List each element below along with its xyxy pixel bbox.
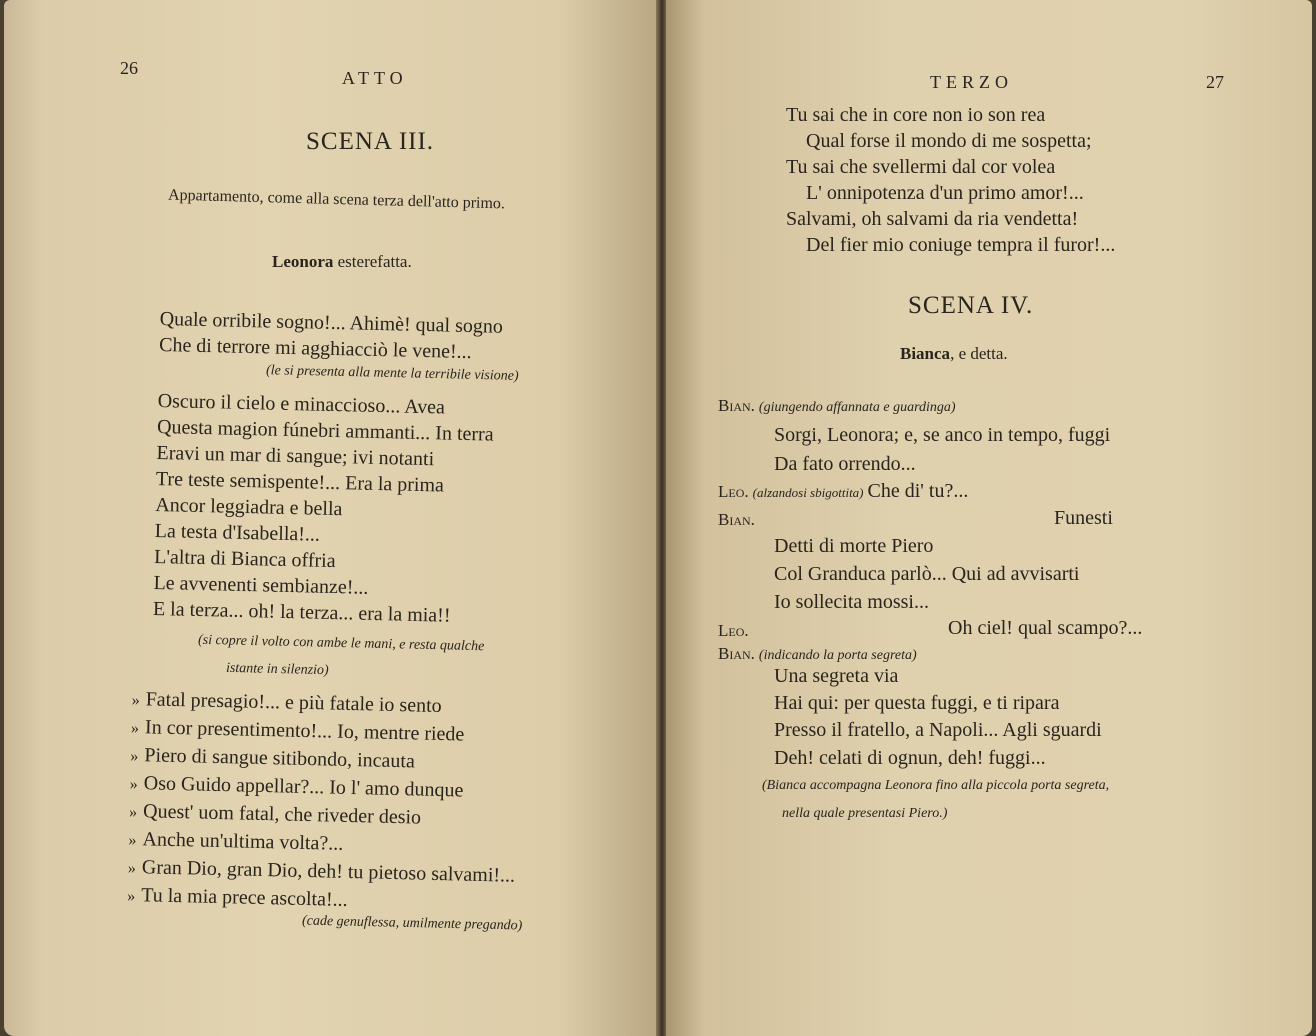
verse-block-right: [786, 102, 1115, 258]
dialogue-line: Sorgi, Leonora; e, se anco in tempo, fuggi: [774, 424, 1111, 446]
verse-block-a: [159, 306, 503, 366]
stage-direction: (indicando la porta segreta): [758, 648, 917, 663]
verse-line: Le avvenenti sembianze!...: [153, 571, 369, 599]
quote-mark: »: [130, 747, 139, 766]
stage-direction-2: (si copre il volto con ambe le mani, e resta qualche: [197, 632, 485, 655]
quote-mark: »: [131, 691, 140, 710]
stage-direction: (alzandosi sbigottita): [752, 485, 864, 500]
speaker-label: Bian.: [718, 510, 755, 529]
verse-line: E la terza... oh! la terza... era la mia!!: [152, 597, 451, 627]
stage-direction-end: (Bianca accompagna Leonora fino alla piccola porta segreta,: [762, 778, 1110, 793]
quote-mark: »: [128, 831, 137, 850]
verse-block-b: [153, 388, 495, 630]
verse-line: » Gran Dio, gran Dio, deh! tu pietoso salvami!...: [127, 856, 516, 887]
speaker-label: Bian.: [718, 396, 755, 415]
dialogue-line: Oh ciel! qual scampo?...: [948, 617, 1143, 639]
verse-line: Qual forse il mondo di me sospetta;: [806, 130, 1092, 152]
character-name: Leonora: [272, 252, 334, 271]
verse-line: Quale orribile sogno!... Ahimè! qual sogno: [159, 307, 504, 338]
speaker-label: Bian.: [718, 644, 755, 663]
running-header-right: TERZO: [930, 72, 1013, 92]
dialogue-line: Col Granduca parlò... Qui ad avvisarti: [774, 563, 1080, 585]
character-line-left: [272, 252, 412, 272]
quote-mark: »: [129, 775, 138, 794]
verse-line: Che di terrore mi agghiacciò le vene!...: [158, 333, 472, 364]
running-header-left: ATTO: [342, 68, 408, 88]
character-state: esterefatta.: [337, 252, 412, 271]
verse-line: Eravi un mar di sangue; ivi notanti: [156, 441, 435, 471]
verse-line: Tu sai che svellermi dal cor volea: [786, 156, 1056, 178]
verse-line: » In cor presentimento!... Io, mentre riede: [130, 716, 465, 746]
verse-line: L' onnipotenza d'un primo amor!...: [806, 182, 1084, 204]
verse-line: Del fier mio coniuge tempra il furor!...: [806, 234, 1116, 256]
quote-mark: »: [128, 803, 138, 822]
dialogue-line: Hai qui: per questa fuggi, e ti ripara: [774, 692, 1060, 714]
quote-mark: »: [127, 859, 137, 878]
verse-line: » Oso Guido appellar?... Io l' amo dunque: [129, 772, 464, 802]
right-page: [666, 0, 1312, 1036]
dialogue-line: Una segreta via: [774, 665, 899, 687]
page-number-right: 27: [1206, 72, 1224, 92]
character-name: Bianca: [900, 344, 951, 363]
verse-line: » Quest' uom fatal, che riveder desio: [128, 800, 422, 829]
verse-line: » Fatal presagio!... e più fatale io sento: [131, 688, 442, 718]
dialogue-line: Io sollecita mossi...: [774, 591, 929, 613]
scene-title-right: SCENA IV.: [908, 292, 1034, 319]
stage-direction-end-b: nella quale presentasi Piero.): [782, 806, 948, 821]
character-state: , e detta.: [950, 344, 1008, 363]
dialogue-row: [718, 396, 956, 416]
quote-mark: »: [127, 887, 136, 906]
verse-line: Salvami, oh salvami da ria vendetta!: [786, 208, 1079, 230]
verse-line: Tu sai che in core non io son rea: [786, 104, 1046, 126]
dialogue-row: [718, 478, 968, 504]
dialogue-row: [718, 644, 917, 664]
verse-line: Ancor leggiadra e bella: [155, 493, 343, 521]
scene-title-left: SCENA III.: [306, 128, 435, 155]
dialogue-line: Funesti: [1054, 507, 1113, 529]
character-line-right: [900, 344, 1008, 364]
verse-line: Oscuro il cielo e minaccioso... Avea: [157, 389, 446, 419]
stage-direction-2b: istante in silenzio): [225, 660, 329, 679]
dialogue-line: Da fato orrendo...: [774, 453, 916, 475]
verse-block-c: [127, 686, 519, 919]
scene-setting: Appartamento, come alla scena terza dell'atto primo.: [167, 186, 506, 213]
dialogue-text: Che di' tu?...: [867, 480, 969, 502]
dialogue-line: Detti di morte Piero: [774, 535, 934, 557]
stage-direction-1: (le si presenta alla mente la terribile visione): [265, 363, 519, 384]
verse-line: Questa magion fúnebri ammanti... In terra: [156, 415, 494, 446]
speaker-label: Leo.: [718, 482, 749, 501]
dialogue-line: Presso il fratello, a Napoli... Agli sguardi: [774, 719, 1102, 741]
verse-line: L'altra di Bianca offria: [153, 545, 336, 573]
verse-line: La testa d'Isabella!...: [154, 519, 321, 546]
verse-line: » Piero di sangue sitibondo, incauta: [130, 744, 416, 773]
dialogue-line: Deh! celati di ognun, deh! fuggi...: [774, 747, 1046, 769]
stage-direction: (giungendo affannata e guardinga): [758, 400, 956, 415]
verse-line: » Tu la mia prece ascolta!...: [127, 884, 348, 911]
page-number-left: 26: [120, 58, 138, 78]
stage-direction-3: (cade genuflessa, umilmente pregando): [301, 913, 523, 934]
verse-line: » Anche un'ultima volta?...: [128, 828, 344, 855]
left-page: [4, 0, 658, 1036]
quote-mark: »: [130, 719, 140, 738]
verse-line: Tre teste semispente!... Era la prima: [155, 467, 445, 497]
speaker-label: Leo.: [718, 621, 749, 640]
